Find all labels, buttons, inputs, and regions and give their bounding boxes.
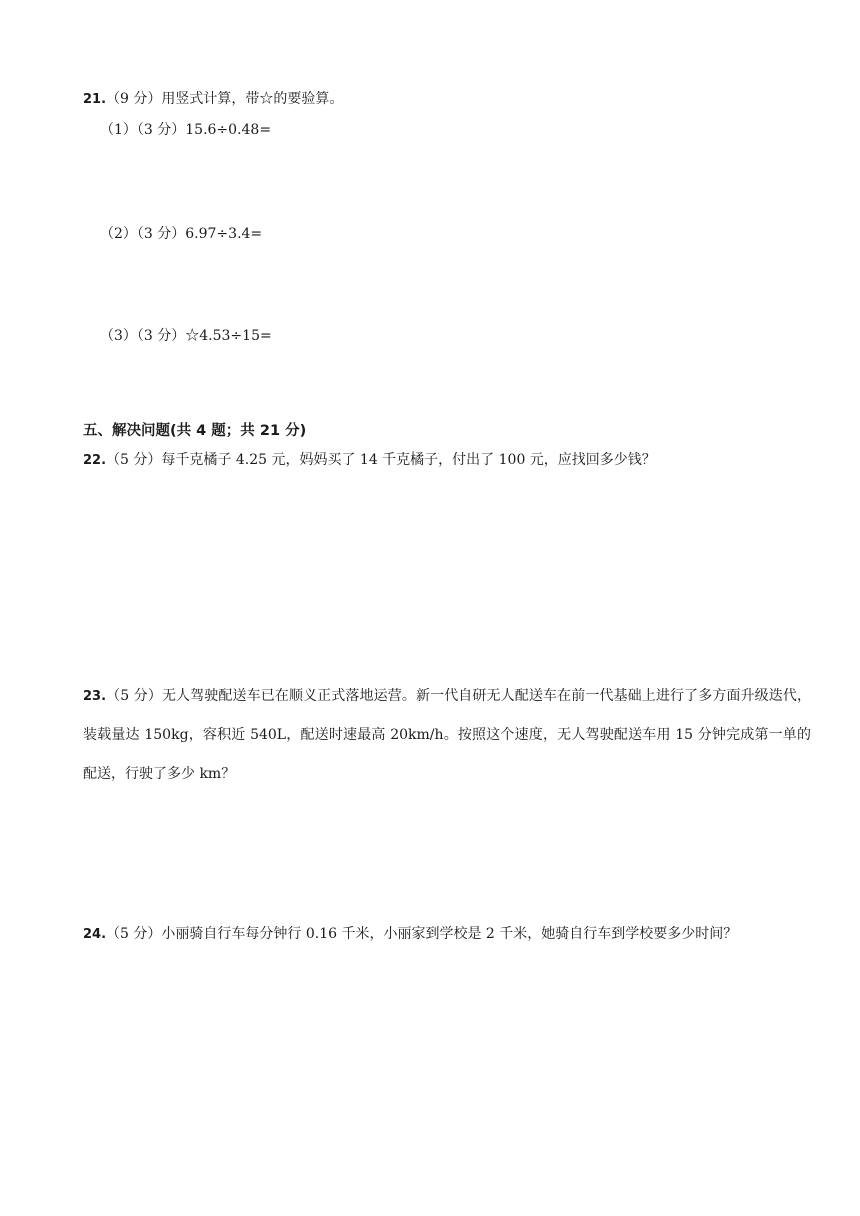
question-text: （9 分）用竖式计算，带☆的要验算。	[106, 91, 344, 107]
question-number: 24.	[83, 927, 107, 942]
question-number: 23.	[83, 689, 107, 704]
question-number: 22.	[83, 453, 107, 468]
question-23	[83, 677, 811, 794]
question-21-part-3: （3）（3 分）☆4.53÷15=	[100, 328, 272, 344]
section-heading: 五、解决问题(共 4 题；共 21 分)	[83, 423, 307, 439]
question-24	[83, 924, 737, 945]
question-21	[83, 89, 343, 110]
question-21-part-1: （1）（3 分）15.6÷0.48=	[100, 122, 272, 138]
question-text: （5 分）小丽骑自行车每分钟行 0.16 千米，小丽家到学校是 2 千米，她骑自行车到学校要多少时间？	[106, 926, 738, 942]
question-text: （5 分）每千克橘子 4.25 元，妈妈买了 14 千克橘子，付出了 100 元，应找回多少钱？	[106, 452, 656, 468]
question-number: 21.	[83, 92, 107, 107]
question-22	[83, 450, 656, 471]
question-text: （5 分）无人驾驶配送车已在顺义正式落地运营。新一代自研无人配送车在前一代基础上进行了多方面升级迭代，装载量达 150kg，容积近 540L，配送时速最高 20km/h。按照这个速度，无人驾驶配送车用 15 分钟完成第一单的配送，行驶了多少 km？	[83, 688, 811, 782]
question-21-part-2: （2）（3 分）6.97÷3.4=	[100, 226, 263, 242]
